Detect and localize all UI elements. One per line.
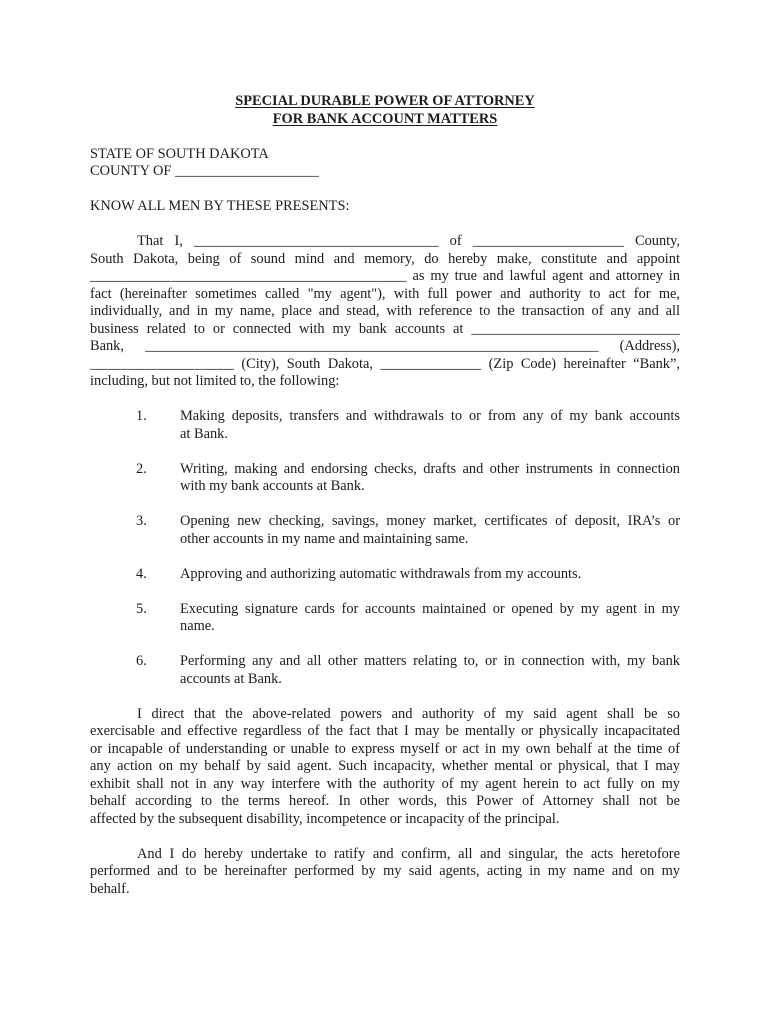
- opening-line-text: (Address),: [619, 338, 680, 354]
- opening-line-text: County,: [634, 233, 681, 249]
- ratification-line: And I do hereby undertake to ratify and confirm, all and singular, the acts heretofore: [137, 845, 680, 862]
- ratification-line: performed and to be hereinafter performed by my said agents, acting in my name and on my: [90, 863, 680, 879]
- opening-line: [90, 338, 680, 356]
- list-item-number: 2.: [136, 460, 147, 477]
- list-item: [90, 461, 680, 496]
- opening-line: [90, 233, 680, 251]
- opening-line: including, but not limited to, the following:: [90, 373, 340, 389]
- title-line-2-text: FOR BANK ACCOUNT MATTERS: [272, 110, 498, 127]
- opening-line: [90, 268, 680, 286]
- durability-line: any action on my behalf by said agent. Such incapacity, whether mental or physical, that I may: [90, 758, 680, 774]
- opening-line: South Dakota, being of sound mind and memory, do hereby make, constitute and appoint: [90, 250, 680, 267]
- title-line-1-text: SPECIAL DURABLE POWER OF ATTORNEY: [235, 93, 535, 109]
- list-item: [90, 408, 680, 443]
- state-line: STATE OF SOUTH DAKOTA: [90, 145, 269, 162]
- opening-paragraph: [90, 233, 680, 391]
- durability-line: affected by the subsequent disability, incompetence or incapacity of the principal.: [90, 810, 560, 827]
- durability-paragraph: [90, 706, 680, 829]
- list-item-number: 3.: [136, 513, 147, 529]
- list-item-line: Writing, making and endorsing checks, drafts and other instruments in connection: [180, 460, 680, 477]
- list-item: [90, 566, 680, 584]
- list-item-line: name.: [180, 618, 215, 634]
- title-line-1: [90, 93, 680, 111]
- durability-line: I direct that the above-related powers and authority of my said agent shall be so: [137, 705, 680, 722]
- opening-line-text: That I,: [137, 233, 183, 249]
- agent-name-blank: ____________________________________________: [90, 268, 407, 284]
- bank-address-blank: _______________________________________________________________: [145, 338, 599, 354]
- list-item-line: accounts at Bank.: [180, 670, 282, 687]
- list-item: [90, 653, 680, 688]
- title-line-2: [90, 111, 680, 129]
- list-item-number: 1.: [136, 408, 147, 424]
- presents-line: KNOW ALL MEN BY THESE PRESENTS:: [90, 198, 350, 214]
- opening-line-text: (Zip Code) hereinafter “Bank”,: [488, 355, 680, 372]
- opening-line: individually, and in my name, place and stead, with reference to the transaction of any and all: [90, 303, 680, 319]
- county-label: COUNTY OF: [90, 163, 172, 179]
- powers-list: [90, 408, 680, 688]
- list-item-line: Performing any and all other matters relating to, or in connection with, my bank: [180, 653, 680, 669]
- bank-zip-blank: ______________: [380, 355, 482, 372]
- list-item-line: Approving and authorizing automatic withdrawals from my accounts.: [180, 565, 582, 582]
- list-item-line: Executing signature cards for accounts maintained or opened by my agent in my: [180, 600, 680, 617]
- county-blank: ____________________: [175, 163, 319, 179]
- opening-line-text: Bank,: [90, 338, 124, 354]
- durability-line: exhibit shall not in any way interfere with the authority of my agent herein to act fully on my: [90, 775, 680, 792]
- venue-block: [90, 146, 680, 181]
- principal-county-blank: _____________________: [472, 233, 624, 249]
- list-item-line: Opening new checking, savings, money market, certificates of deposit, IRA’s or: [180, 513, 680, 529]
- opening-line-text: (City), South Dakota,: [241, 355, 373, 372]
- principal-name-blank: __________________________________: [193, 233, 439, 249]
- document-title: [90, 93, 680, 128]
- bank-name-blank: _____________________________: [471, 320, 680, 337]
- list-item-line: at Bank.: [180, 425, 228, 442]
- opening-line: [90, 321, 680, 339]
- opening-line: fact (hereinafter sometimes called "my agent"), with full power and authority to act for me,: [90, 285, 680, 302]
- list-item-line: Making deposits, transfers and withdrawals to or from any of my bank accounts: [180, 408, 680, 424]
- opening-line-text: of: [449, 233, 462, 249]
- bank-city-blank: ____________________: [90, 355, 234, 372]
- list-item-number: 5.: [136, 600, 147, 617]
- list-item: [90, 601, 680, 636]
- ratification-line: behalf.: [90, 880, 130, 897]
- durability-line: behalf according to the terms hereof. In other words, this Power of Attorney shall not be: [90, 793, 680, 809]
- county-line: [90, 163, 680, 181]
- opening-line: [90, 356, 680, 374]
- list-item-number: 6.: [136, 653, 147, 669]
- ratification-paragraph: [90, 846, 680, 899]
- list-item-line: with my bank accounts at Bank.: [180, 478, 365, 494]
- durability-line: exercisable and effective regardless of the fact that I may be mentally or physically incapacitated: [90, 723, 680, 739]
- list-item-number: 4.: [136, 565, 147, 582]
- opening-line-text: as my true and lawful agent and attorney in: [412, 268, 680, 284]
- durability-line: or incapable of understanding or unable to express myself or act in my own behalf at the time of: [90, 740, 680, 757]
- opening-line-text: business related to or connected with my bank accounts at: [90, 320, 464, 337]
- list-item: [90, 513, 680, 548]
- list-item-line: other accounts in my name and maintaining same.: [180, 530, 469, 547]
